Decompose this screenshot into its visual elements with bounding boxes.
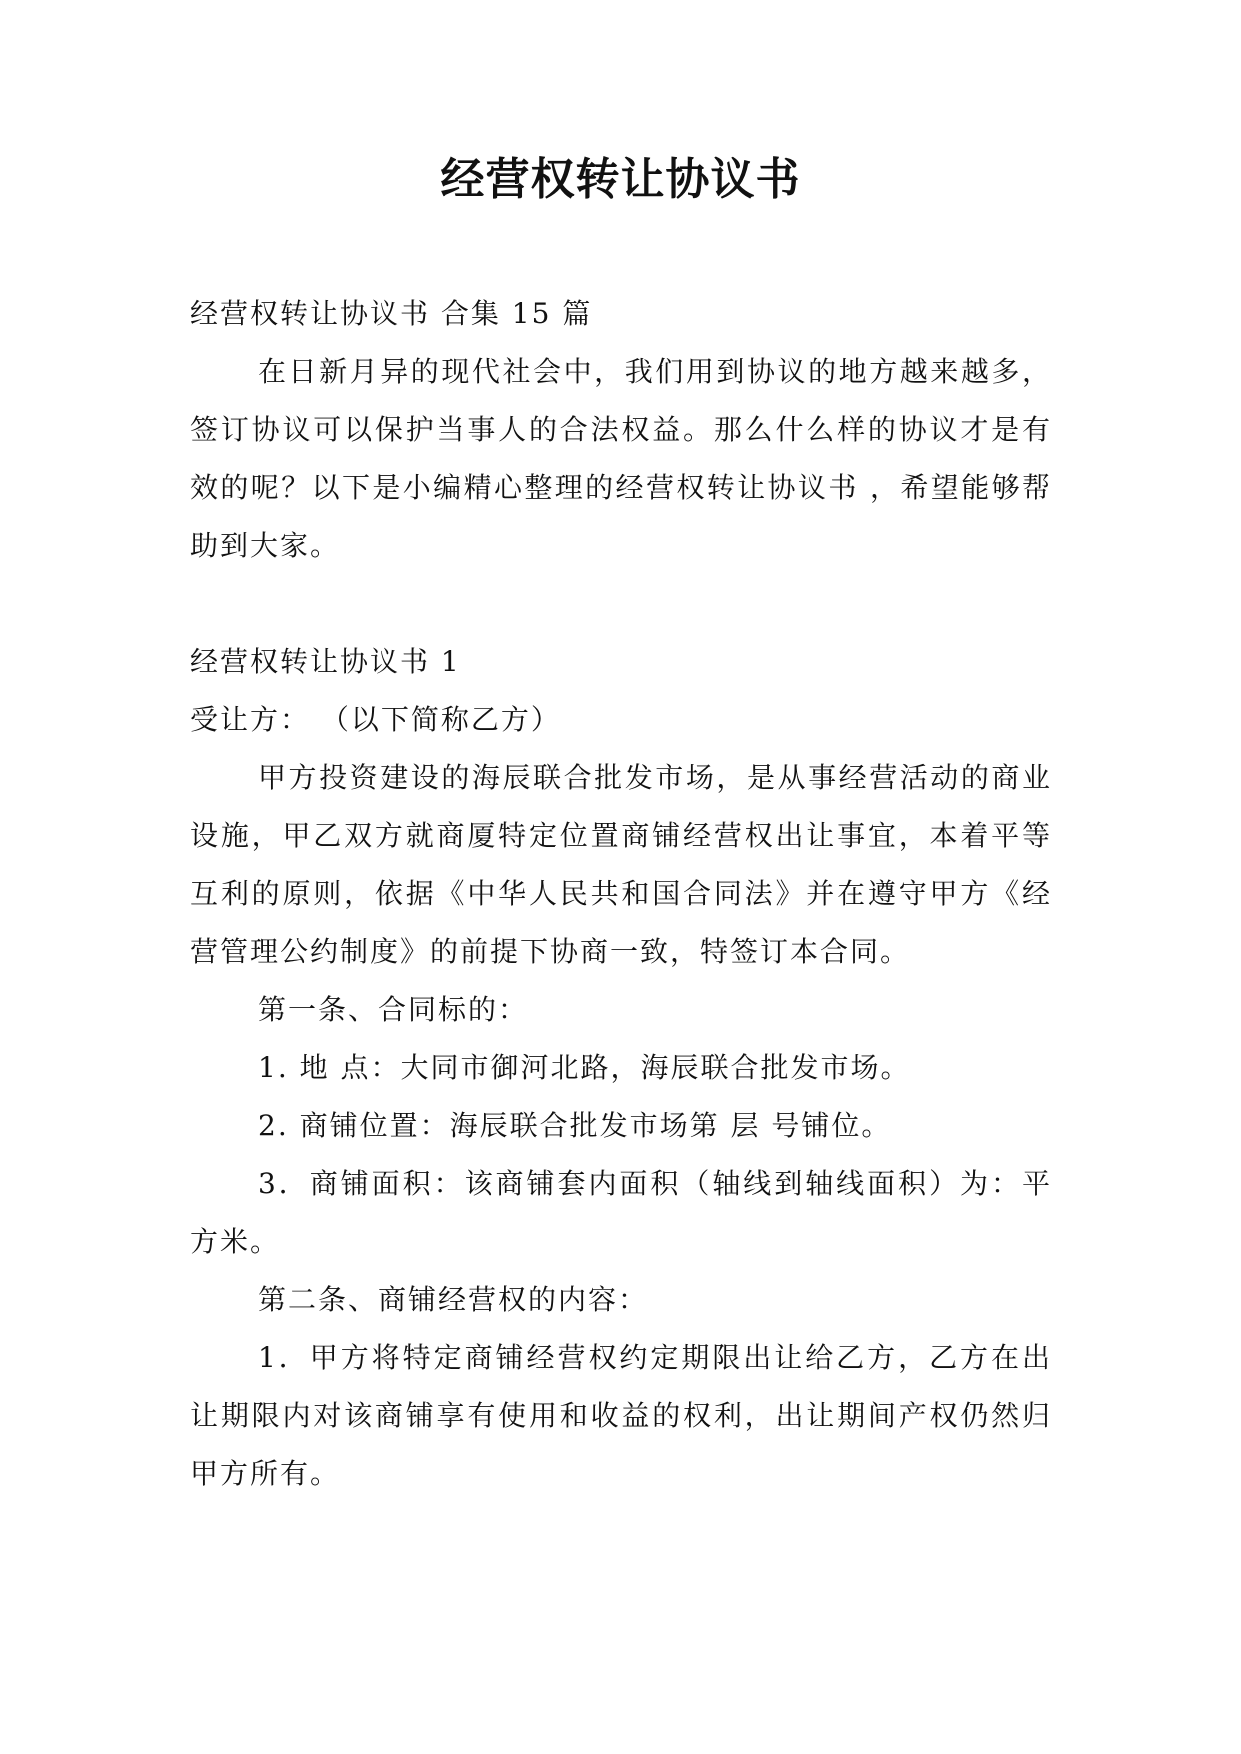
section-title: 经营权转让协议书 1	[190, 645, 461, 678]
collection-heading: 经营权转让协议书 合集 15 篇	[190, 297, 593, 330]
article-1-item-1: 1. 地 点：大同市御河北路，海辰联合批发市场。	[258, 1051, 911, 1084]
intro-paragraph: 在日新月异的现代社会中，我们用到协议的地方越来越多，签订协议可以保护当事人的合法权益。那么什么样的协议才是有效的呢？以下是小编精心整理的经营权转让协议书 ，希望能够帮助到大家。	[190, 355, 1052, 562]
article-1-title: 第一条、合同标的：	[258, 993, 529, 1026]
document-body	[190, 285, 1052, 1503]
party-b-line: 受让方： （以下简称乙方）	[190, 703, 561, 736]
article-1-item-3: 3．商铺面积：该商铺套内面积（轴线到轴线面积）为：平方米。	[190, 1167, 1052, 1258]
article-1-item-2: 2. 商铺位置：海辰联合批发市场第 层 号铺位。	[258, 1109, 892, 1142]
article-2-item-1: 1．甲方将特定商铺经营权约定期限出让给乙方，乙方在出让期限内对该商铺享有使用和收益的权利，出让期间产权仍然归甲方所有。	[190, 1341, 1052, 1490]
document-title: 经营权转让协议书	[440, 154, 801, 205]
preamble-paragraph: 甲方投资建设的海辰联合批发市场，是从事经营活动的商业设施，甲乙双方就商厦特定位置商铺经营权出让事宜，本着平等互利的原则，依据《中华人民共和国合同法》并在遵守甲方《经营管理公约制度》的前提下协商一致，特签订本合同。	[190, 761, 1052, 968]
paragraph-gap	[190, 575, 1052, 633]
article-2-title: 第二条、商铺经营权的内容：	[258, 1283, 649, 1316]
